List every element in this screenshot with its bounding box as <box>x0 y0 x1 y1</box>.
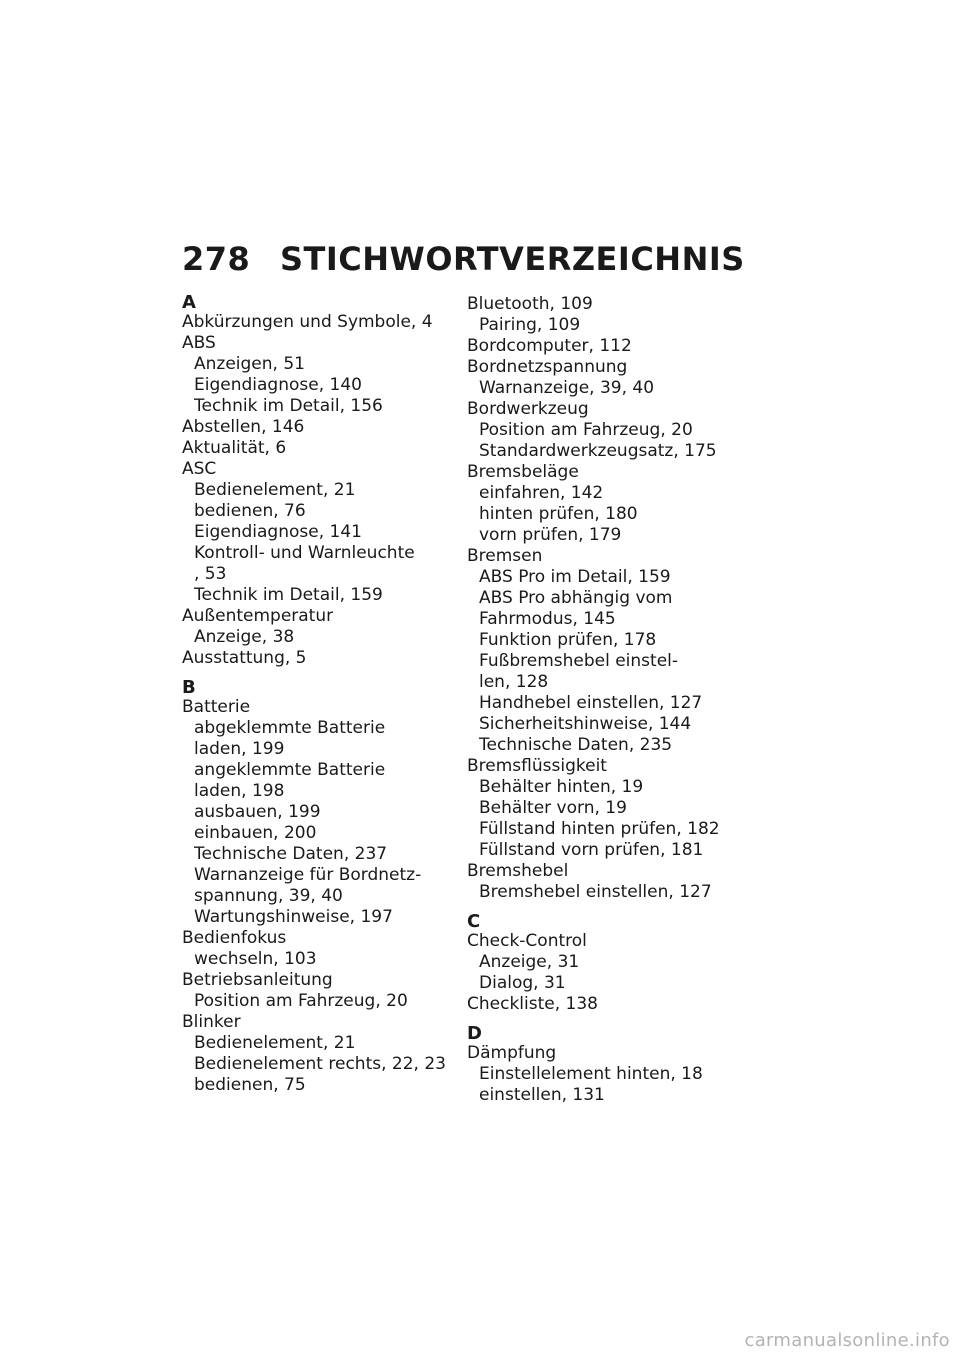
index-subentry: angeklemmte Batterie <box>194 760 386 780</box>
index-term: Bremsbeläge <box>467 462 579 482</box>
index-entry <box>467 462 747 546</box>
index-term: Bordnetzspannung <box>467 357 628 377</box>
index-subentries <box>182 949 452 970</box>
index-term: Blinker <box>182 1012 241 1032</box>
watermark-url[interactable]: carmanualsonline.info <box>744 1330 950 1351</box>
index-subentry: Anzeigen, 51 <box>194 354 305 374</box>
index-subentry: bedienen, 76 <box>194 501 306 521</box>
index-subentries <box>182 718 452 928</box>
index-entry <box>467 861 747 903</box>
index-entry <box>182 417 452 438</box>
index-entry <box>182 928 452 970</box>
index-subentries <box>182 991 452 1012</box>
index-entry <box>467 336 747 357</box>
page-header <box>182 240 745 278</box>
index-entry <box>182 333 452 417</box>
index-section <box>182 679 452 1096</box>
index-section <box>467 294 747 903</box>
index-term: Abkürzungen und Symbole, 4 <box>182 312 433 332</box>
index-section <box>467 913 747 1015</box>
index-subentries <box>467 420 747 462</box>
index-subentry: vorn prüfen, 179 <box>479 525 622 545</box>
index-entry <box>467 294 747 336</box>
index-section <box>467 1025 747 1106</box>
index-subentries <box>182 480 452 606</box>
index-subentry: Dialog, 31 <box>479 973 566 993</box>
index-subentry: ABS Pro im Detail, 159 <box>479 567 671 587</box>
index-subentry: laden, 198 <box>194 781 285 801</box>
index-subentry: len, 128 <box>479 672 549 692</box>
index-term: Bremsen <box>467 546 543 566</box>
index-entry <box>467 756 747 861</box>
index-subentries <box>182 627 452 648</box>
section-letter: A <box>182 292 196 313</box>
index-subentry: einstellen, 131 <box>479 1085 605 1105</box>
index-term: ABS <box>182 333 216 353</box>
index-entry <box>182 970 452 1012</box>
index-subentry: Position am Fahrzeug, 20 <box>479 420 693 440</box>
index-term: Batterie <box>182 697 251 717</box>
index-subentry: Behälter hinten, 19 <box>479 777 644 797</box>
index-subentry: Standardwerkzeugsatz, 175 <box>479 441 717 461</box>
index-term: Dämpfung <box>467 1043 557 1063</box>
index-subentry: Einstellelement hinten, 18 <box>479 1064 703 1084</box>
index-term: Bordwerkzeug <box>467 399 589 419</box>
index-subentry: Warnanzeige, 39, 40 <box>479 378 655 398</box>
index-subentries <box>182 354 452 417</box>
index-subentries <box>467 882 747 903</box>
index-subentries <box>467 483 747 546</box>
index-subentry: Füllstand hinten prüfen, 182 <box>479 819 720 839</box>
index-subentry: Füllstand vorn prüfen, 181 <box>479 840 704 860</box>
index-subentry: einfahren, 142 <box>479 483 604 503</box>
index-subentry: , 53 <box>194 564 227 584</box>
index-subentries <box>467 777 747 861</box>
index-subentry: Eigendiagnose, 140 <box>194 375 362 395</box>
index-subentry: Wartungshinweise, 197 <box>194 907 393 927</box>
section-letter: D <box>467 1023 482 1044</box>
index-subentry: Bedienelement, 21 <box>194 1033 356 1053</box>
index-subentry: Funktion prüfen, 178 <box>479 630 657 650</box>
index-subentry: Kontroll- und Warnleuchte <box>194 543 415 563</box>
index-subentry: ABS Pro abhängig vom <box>479 588 673 608</box>
index-subentry: Fußbremshebel einstel- <box>479 651 679 671</box>
index-subentry: Behälter vorn, 19 <box>479 798 627 818</box>
index-entry <box>182 606 452 648</box>
index-entry <box>182 438 452 459</box>
section-letter: B <box>182 677 196 698</box>
index-entry <box>182 312 452 333</box>
index-term: Bremsflüssigkeit <box>467 756 607 776</box>
index-subentries <box>467 378 747 399</box>
index-subentries <box>182 1033 452 1096</box>
index-section <box>182 294 452 669</box>
page-number: 278 <box>182 240 251 278</box>
index-subentry: Bremshebel einstellen, 127 <box>479 882 712 902</box>
index-entry <box>467 546 747 756</box>
index-column-left <box>182 294 452 1096</box>
index-term: Checkliste, 138 <box>467 994 598 1014</box>
index-term: Ausstattung, 5 <box>182 648 307 668</box>
index-subentry: einbauen, 200 <box>194 823 317 843</box>
index-term: ASC <box>182 459 217 479</box>
index-subentries <box>467 567 747 756</box>
index-subentry: Position am Fahrzeug, 20 <box>194 991 408 1011</box>
index-subentry: Technik im Detail, 159 <box>194 585 383 605</box>
index-subentry: Sicherheitshinweise, 144 <box>479 714 692 734</box>
index-subentries <box>467 1064 747 1106</box>
index-entry <box>182 648 452 669</box>
index-subentry: Technik im Detail, 156 <box>194 396 383 416</box>
section-letter: C <box>467 911 481 932</box>
index-entry <box>182 1012 452 1096</box>
index-entry <box>467 357 747 399</box>
index-subentry: abgeklemmte Batterie <box>194 718 386 738</box>
index-term: Bedienfokus <box>182 928 287 948</box>
index-subentry: Anzeige, 31 <box>479 952 580 972</box>
index-term: Bordcomputer, 112 <box>467 336 632 356</box>
index-entry <box>182 697 452 928</box>
index-entry <box>467 1043 747 1106</box>
index-term: Aktualität, 6 <box>182 438 287 458</box>
index-subentry: Bedienelement, 21 <box>194 480 356 500</box>
index-subentry: hinten prüfen, 180 <box>479 504 638 524</box>
index-subentry: Warnanzeige für Bordnetz- <box>194 865 422 885</box>
index-subentry: ausbauen, 199 <box>194 802 321 822</box>
index-subentry: Pairing, 109 <box>479 315 581 335</box>
index-entry <box>467 399 747 462</box>
index-term: Betriebsanleitung <box>182 970 333 990</box>
index-subentry: wechseln, 103 <box>194 949 317 969</box>
index-subentry: laden, 199 <box>194 739 285 759</box>
index-entry <box>182 459 452 606</box>
index-subentry: Eigendiagnose, 141 <box>194 522 362 542</box>
index-term: Check-Control <box>467 931 587 951</box>
index-subentry: bedienen, 75 <box>194 1075 306 1095</box>
index-subentry: spannung, 39, 40 <box>194 886 343 906</box>
index-subentries <box>467 952 747 994</box>
index-term: Abstellen, 146 <box>182 417 305 437</box>
page-title: STICHWORTVERZEICHNIS <box>280 240 745 278</box>
index-term: Bremshebel <box>467 861 569 881</box>
index-term: Bluetooth, 109 <box>467 294 593 314</box>
index-column-right <box>467 294 747 1106</box>
index-entry <box>467 994 747 1015</box>
index-term: Außentemperatur <box>182 606 334 626</box>
index-subentries <box>467 315 747 336</box>
index-subentry: Technische Daten, 235 <box>479 735 673 755</box>
index-subentry: Anzeige, 38 <box>194 627 295 647</box>
index-subentry: Handhebel einstellen, 127 <box>479 693 703 713</box>
index-entry <box>467 931 747 994</box>
index-subentry: Bedienelement rechts, 22, 23 <box>194 1054 446 1074</box>
index-subentry: Fahrmodus, 145 <box>479 609 616 629</box>
index-subentry: Technische Daten, 237 <box>194 844 388 864</box>
